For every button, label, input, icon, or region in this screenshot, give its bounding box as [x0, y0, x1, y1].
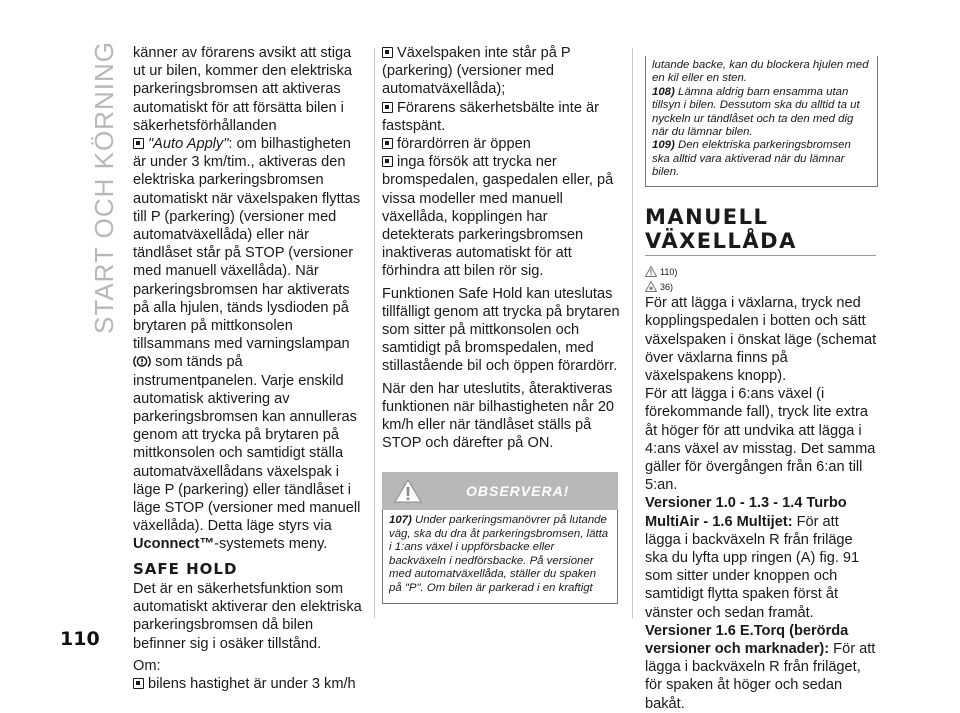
note-continuation: lutande backe, kan du blockera hjulen med en kil eller en sten. 108) Lämna aldrig barn ensamma utan tillsyn i bilen. Dessutom ska du alltid ta ut nyckeln ur tändlåset och ta den med dig när du lämnar bilen. 109) Den elektriska parkeringsbromsen ska alltid vara aktiverad när du lämnar bilen.: [645, 56, 878, 187]
bullet-icon: [382, 138, 393, 149]
warning-ref: 110): [645, 264, 878, 279]
bullet-item: förardörren är öppen: [382, 135, 622, 153]
paragraph: När den har uteslutits, återaktiveras funktionen när bilhastigheten når 20 km/h eller när tändlåset ställs på STOP och därefter på ON.: [382, 380, 615, 452]
column-1: [133, 44, 366, 693]
heading-safe-hold: SAFE HOLD: [133, 559, 238, 578]
paragraph: Det är en säkerhetsfunktion som automatiskt aktiverar den elektriska parkeringsbromsen då bilen befinner sig i osäker tillstånd.: [133, 580, 362, 652]
heading-manuell-vaxellada: MANUELL VÄXELLÅDA: [645, 204, 797, 253]
column-divider: [632, 48, 633, 618]
heading-rule: [645, 255, 876, 257]
warning-triangle-icon: [645, 266, 657, 277]
column-2: [382, 44, 622, 604]
column-divider: [374, 48, 375, 618]
bullet-icon: [382, 156, 393, 167]
warning-triangle-icon: [394, 479, 422, 503]
bullet-item: Förarens säkerhetsbälte inte är fastspänt.: [382, 99, 599, 134]
bullet-auto-apply: "Auto Apply": om bilhastigheten är under 3 km/tim., aktiveras den elektriska parkeringsbromsen automatiskt när växelspaken flyttas till P (parkering) (versioner med automatväxellåda) eller när tändlåset står på STOP (versioner med manuell växellåda). När parkeringsbromsen har aktiverats på alla hjulen, tänds lysdioden på brytaren på mittkonsolen tillsammans med varningslampan som tänds på instrumentpanelen. Varje enskild automatisk aktivering av parkeringsbromsen kan annulleras genom att trycka på brytaren på mittkonsolen och samtidigt ställa automatväxellådans växelspak i läge P (parkering) eller tändlåset i läge STOP (versioner med manuell växellåda). Detta läge styrs via Uconnect™-systemets meny.: [133, 136, 361, 553]
warning-ref: 36): [645, 279, 878, 294]
bullet-icon: [133, 678, 144, 689]
bullet-item: Växelspaken inte står på P (parkering) (versioner med automatväxellåda);: [382, 45, 571, 98]
bullet-item: inga försök att trycka ner bromspedalen, gaspedalen eller, på vissa modeller med manuell växellåda, kopplingen har detekterats parkeringsbromsen inaktiveras automatiskt för att förhindra att bilen rör sig.: [382, 154, 614, 280]
note-header: [382, 472, 618, 510]
page-number: 110: [60, 628, 100, 650]
bullet-icon: [382, 47, 393, 58]
bullet-icon: [382, 102, 393, 113]
column-3: [645, 58, 878, 713]
paragraph: känner av förarens avsikt att stiga ut ur bilen, kommer den elektriska parkeringsbromsen att aktiveras automatiskt för att försätta bilen i säkerhetsförhållanden: [133, 45, 352, 134]
caution-triangle-icon: [645, 281, 657, 292]
paragraph: För att lägga i 6:ans växel (i förekommande fall), tryck lite extra åt höger för att undvika att lägga i 4:ans växel av misstag. Det samma gäller för övergången från 6:an till 5:an.: [645, 386, 876, 494]
section-title: START OCH KÖRNING: [88, 40, 119, 334]
paragraph: Om:: [133, 657, 161, 674]
note-box: [382, 472, 618, 603]
bullet-icon: [133, 138, 144, 149]
paragraph: Funktionen Safe Hold kan uteslutas tillfälligt genom att trycka på brytaren som sitter på mittkonsolen och samtidigt på bromspedalen, med stillastående bil och öppen förardörr.: [382, 285, 620, 375]
note-body: 107) Under parkeringsmanövrer på lutande väg, ska du dra åt parkeringsbromsen, lätta i 1:ans växel i uppförsbacke eller backväxeln i nedförsbacke. På versioner med automatväxellåda, ställer du spaken på "P". Om bilen är parkerad i en kraftigt: [382, 510, 618, 603]
paragraph: Versioner 1.6 E.Torq (berörda versioner och marknader): För att lägga i backväxeln R från friläget, för spaken åt höger och sedan bakåt.: [645, 622, 876, 712]
paragraph: Versioner 1.0 - 1.3 - 1.4 Turbo MultiAir - 1.6 Multijet: För att lägga i backväxeln R från friläge ska du lyfta upp ringen (A) fig. 91 som sitter under knoppen och samtidigt flytta spaken först åt vänster och sedan framåt.: [645, 495, 860, 621]
parking-brake-warning-icon: [133, 355, 151, 368]
note-label: OBSERVERA!: [466, 483, 570, 500]
bullet-item: bilens hastighet är under 3 km/h: [133, 675, 366, 693]
paragraph: För att lägga i växlarna, tryck ned kopplingspedalen i botten och sätt växelspaken i önskat läge (schemat över växlarna finns på växelspakens knopp).: [645, 295, 877, 384]
